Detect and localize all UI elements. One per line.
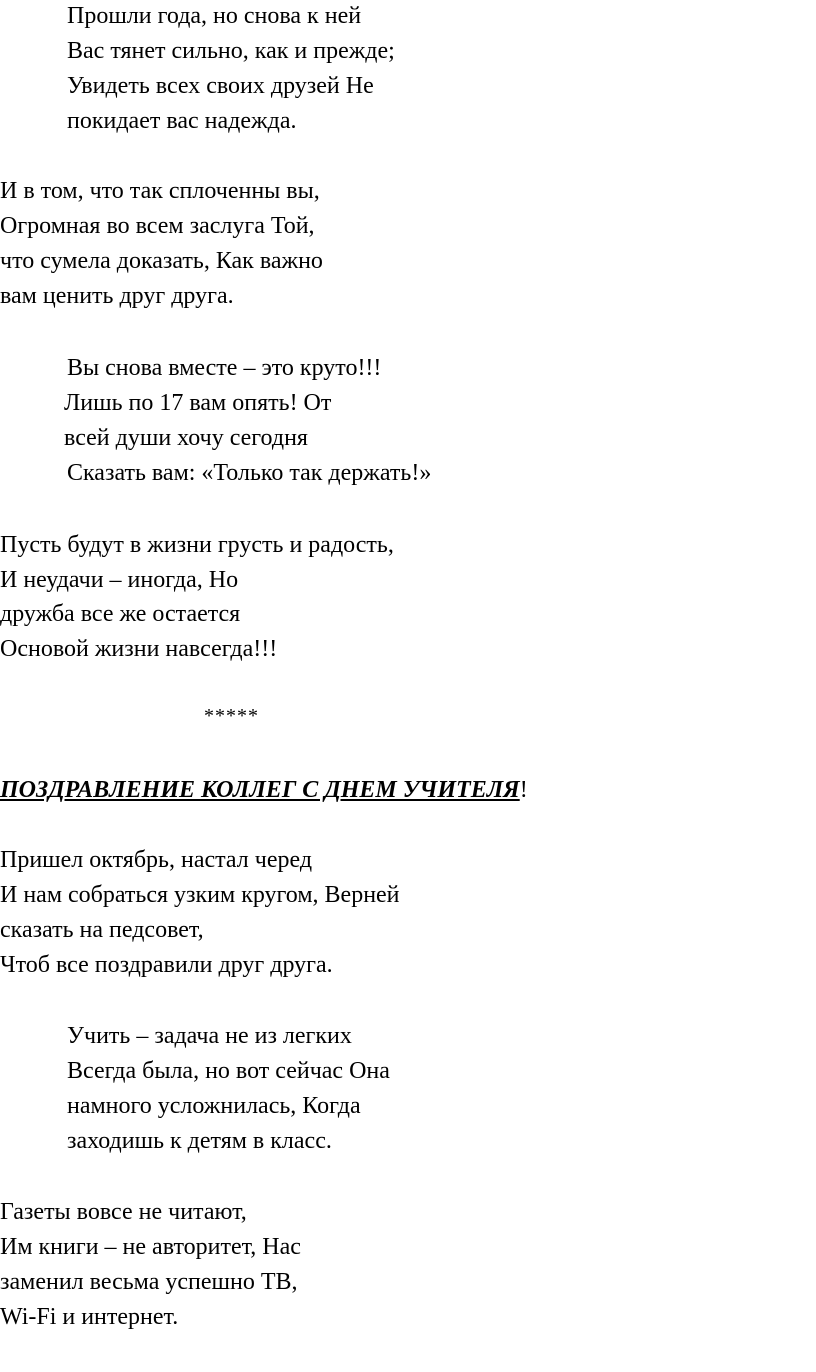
poem-line: И нам собраться узким кругом, Верней (0, 882, 400, 908)
poem-line: намного усложнилась, Когда (67, 1093, 361, 1119)
poem-line: Учить – задача не из легких (67, 1023, 352, 1049)
poem-line: Всегда была, но вот сейчас Она (67, 1058, 390, 1084)
poem-line: Огромная во всем заслуга Той, (0, 213, 315, 239)
poem-line: Пусть будут в жизни грусть и радость, (0, 532, 394, 558)
poem-line: Пришел октябрь, настал черед (0, 847, 313, 873)
section-separator: ***** (204, 705, 259, 727)
poem-line: что сумела доказать, Как важно (0, 248, 323, 274)
poem-line: Чтоб все поздравили друг друга. (0, 952, 333, 978)
poem-line: Вас тянет сильно, как и прежде; (67, 38, 395, 64)
poem-line: вам ценить друг друга. (0, 283, 234, 309)
poem-line: Wi-Fi и интернет. (0, 1304, 179, 1330)
poem-line: Основой жизни навсегда!!! (0, 636, 278, 662)
poem-line: Вы снова вместе – это круто!!! (67, 355, 382, 381)
poem-line: И неудачи – иногда, Но (0, 567, 239, 593)
poem-line: Прошли года, но снова к ней (67, 3, 362, 29)
poem-line: заменил весьма успешно ТВ, (0, 1269, 298, 1295)
poem-line: сказать на педсовет, (0, 917, 204, 943)
poem-line: И в том, что так сплоченны вы, (0, 178, 320, 204)
poem-line: Увидеть всех своих друзей Не (67, 73, 374, 99)
poem-line: Сказать вам: «Только так держать!» (67, 460, 432, 486)
poem-line: заходишь к детям в класс. (67, 1128, 332, 1154)
poem-line: дружба все же остается (0, 601, 241, 627)
section-heading (0, 776, 528, 804)
poem-line: всей души хочу сегодня (64, 425, 308, 451)
heading-suffix: ! (519, 777, 528, 803)
poem-line: Им книги – не авторитет, Нас (0, 1234, 301, 1260)
heading-title: ПОЗДРАВЛЕНИЕ КОЛЛЕГ С ДНЕМ УЧИТЕЛЯ (0, 777, 520, 803)
poem-line: Газеты вовсе не читают, (0, 1199, 247, 1225)
poem-line: Лишь по 17 вам опять! От (64, 390, 332, 416)
poem-line: покидает вас надежда. (67, 108, 297, 134)
